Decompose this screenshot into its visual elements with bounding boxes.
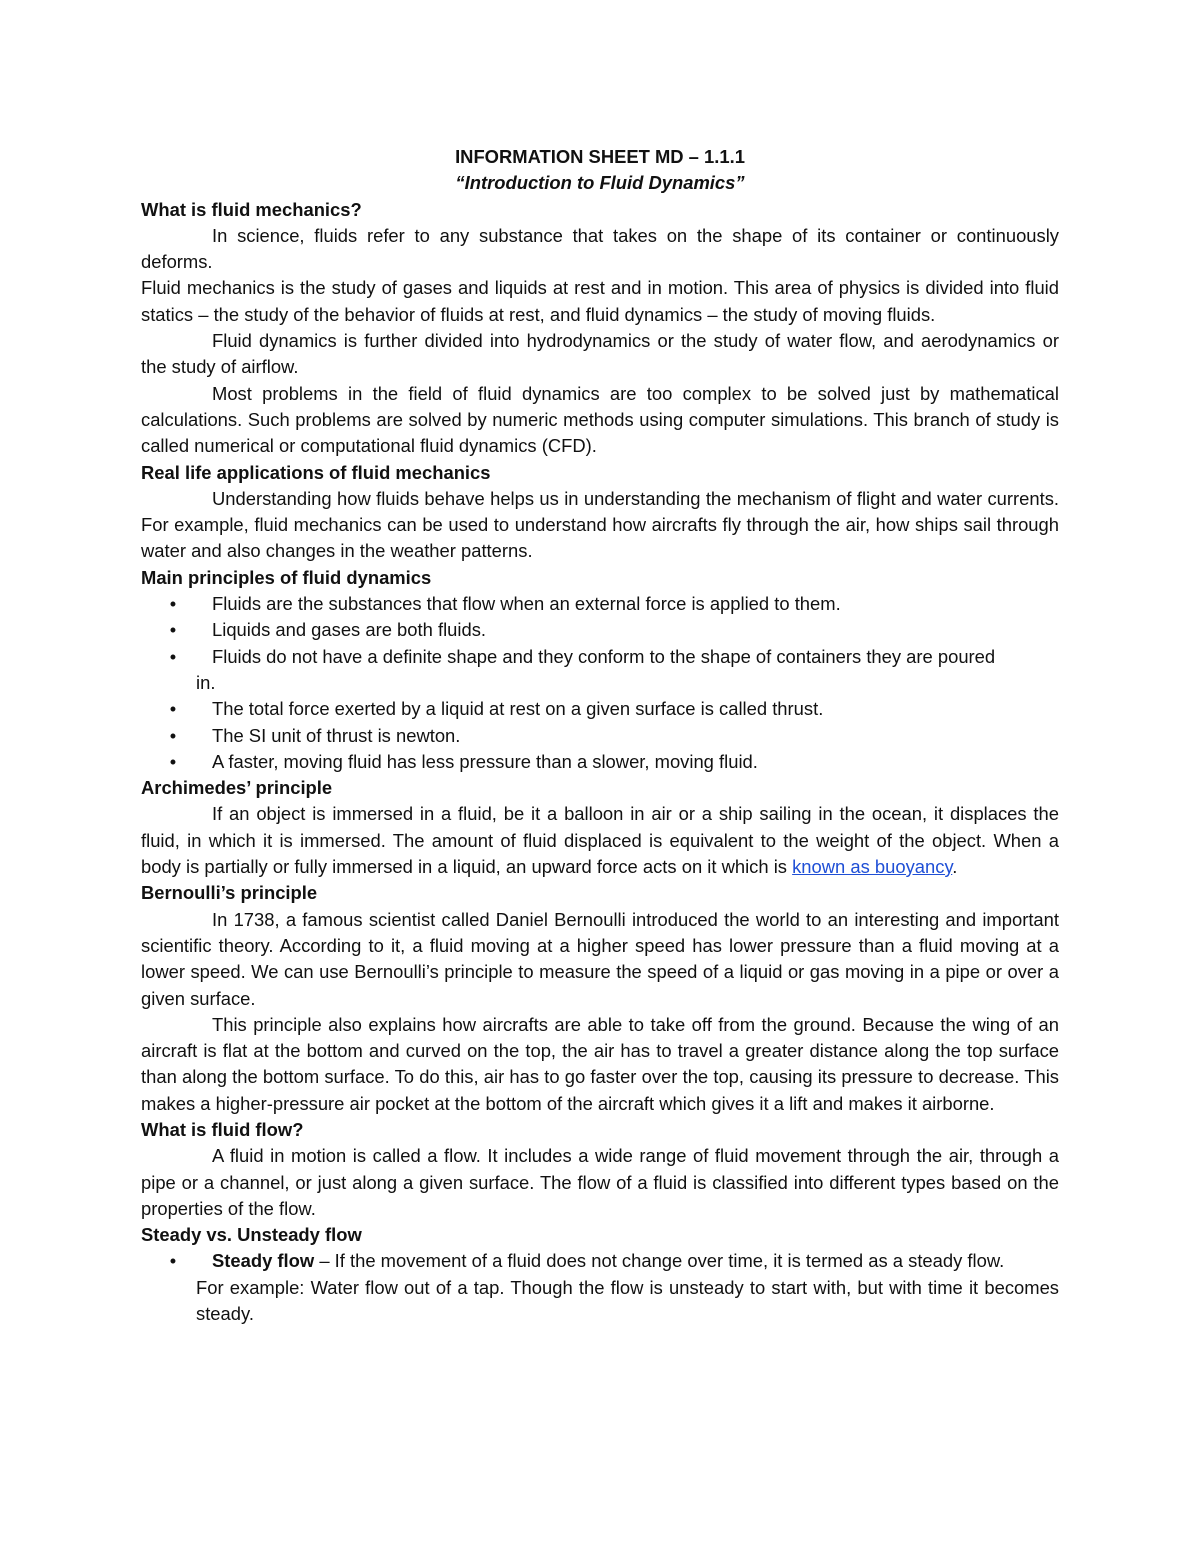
list-item: [141, 1248, 1059, 1274]
bullet-icon: •: [169, 698, 177, 720]
paragraph-fluid-dynamics-division: Fluid dynamics is further divided into hydrodynamics or the study of water flow, and aerodynamics or the study of airflow.: [141, 330, 1059, 378]
list-item-text: Fluids are the substances that flow when an external force is applied to them.: [212, 593, 841, 615]
list-item-text: Fluids do not have a definite shape and they conform to the shape of containers they are poured: [212, 645, 996, 667]
heading-bernoulli: Bernoulli’s principle: [141, 882, 318, 904]
principles-list: [141, 591, 1059, 775]
list-item-text: The SI unit of thrust is newton.: [212, 724, 461, 746]
list-item-text: The total force exerted by a liquid at rest on a given surface is called thrust.: [212, 698, 824, 720]
list-item-text: Liquids and gases are both fluids.: [212, 619, 487, 641]
bullet-icon: •: [169, 750, 177, 772]
heading-steady-unsteady: Steady vs. Unsteady flow: [141, 1224, 362, 1246]
heading-fluid-flow: What is fluid flow?: [141, 1118, 304, 1140]
steady-flow-text: – If the movement of a fluid does not change over time, it is termed as a steady flow.: [314, 1250, 1005, 1272]
bullet-icon: •: [169, 645, 177, 667]
list-item: [141, 723, 1059, 749]
page-title: INFORMATION SHEET MD – 1.1.1: [455, 146, 745, 167]
archimedes-text: If an object is immersed in a fluid, be it a balloon in air or a ship sailing in the ocean, it displaces the fluid, in which it is immersed. The amount of fluid displaced is equivalent to the weight of the object. When a body is partially or fully immersed in a liquid, an upward force acts on it which is: [141, 803, 1059, 878]
list-item: [141, 696, 1059, 722]
paragraph-real-life: Understanding how fluids behave helps us in understanding the mechanism of flight and water currents. For example, fluid mechanics can be used to understand how aircrafts fly through the air, how ships sail through water and also changes in the weather patterns.: [141, 487, 1059, 562]
flow-types-list: [141, 1248, 1059, 1274]
bullet-icon: •: [169, 724, 177, 746]
list-item-text-continued: in.: [196, 671, 216, 693]
buoyancy-link[interactable]: known as buoyancy: [792, 856, 953, 878]
heading-main-principles: Main principles of fluid dynamics: [141, 566, 432, 588]
steady-flow-term: Steady flow: [212, 1250, 315, 1272]
list-item: [141, 591, 1059, 617]
bullet-icon: •: [169, 619, 177, 641]
heading-archimedes: Archimedes’ principle: [141, 777, 333, 799]
paragraph-fluid-flow: A fluid in motion is called a flow. It includes a wide range of fluid movement through the air, through a pipe or a channel, or just along a given surface. The flow of a fluid is classified into different types based on the properties of the flow.: [141, 1145, 1059, 1219]
paragraph-fluids-definition: In science, fluids refer to any substance that takes on the shape of its container or continuously deforms.: [141, 224, 1059, 273]
document-body: [141, 144, 1059, 1327]
paragraph-fluid-mechanics-study: Fluid mechanics is the study of gases and liquids at rest and in motion. This area of physics is divided into fluid statics – the study of the behavior of fluids at rest, and fluid dynamics – the study of moving fluids.: [141, 277, 1059, 325]
bullet-icon: •: [169, 593, 177, 615]
heading-real-life-applications: Real life applications of fluid mechanics: [141, 461, 491, 483]
list-item-text: A faster, moving fluid has less pressure than a slower, moving fluid.: [212, 750, 758, 772]
list-item: [141, 644, 1059, 697]
paragraph-cfd: Most problems in the field of fluid dynamics are too complex to be solved just by mathematical calculations. Such problems are solved by numeric methods using computer simulations. This branch of study is called numerical or computational fluid dynamics (CFD).: [141, 382, 1059, 457]
paragraph-archimedes: [141, 801, 1059, 880]
list-item: [141, 749, 1059, 775]
page-subtitle: “Introduction to Fluid Dynamics”: [455, 172, 745, 194]
paragraph-bernoulli-theory: In 1738, a famous scientist called Daniel Bernoulli introduced the world to an interesting and important scientific theory. According to it, a fluid moving at a higher speed has lower pressure than a fluid moving at a lower speed. We can use Bernoulli’s principle to measure the speed of a liquid or gas moving in a pipe or over a given surface.: [141, 908, 1059, 1009]
paragraph-bernoulli-aircraft: This principle also explains how aircrafts are able to take off from the ground. Because the wing of an aircraft is flat at the bottom and curved on the top, the air has to travel a greater distance along the top surface than along the bottom surface. To do this, air has to go faster over the top, causing its pressure to decrease. This makes a higher-pressure air pocket at the bottom of the aircraft which gives it a lift and makes it airborne.: [141, 1013, 1059, 1114]
archimedes-text-end: .: [952, 856, 958, 878]
list-item: [141, 617, 1059, 643]
heading-what-is-fluid-mechanics: What is fluid mechanics?: [141, 198, 362, 220]
bullet-icon: •: [169, 1250, 177, 1272]
steady-flow-example: For example: Water flow out of a tap. Though the flow is unsteady to start with, but with time it becomes steady.: [196, 1276, 1059, 1325]
